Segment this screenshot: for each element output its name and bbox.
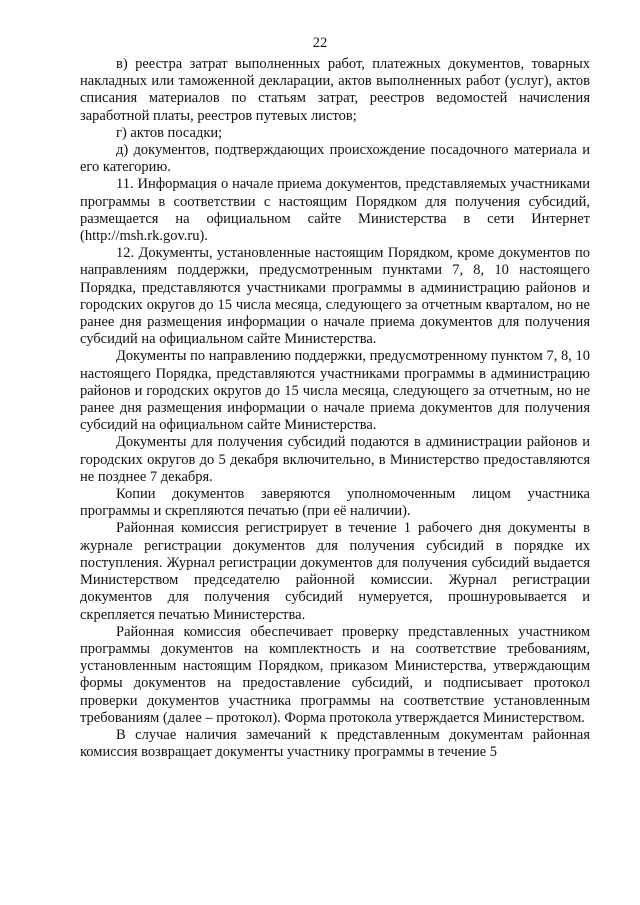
paragraph-item-d: д) документов, подтверждающих происхождение посадочного материала и его категорию. [80,142,590,176]
paragraph-remarks: В случае наличия замечаний к представленным документам районная комиссия возвращает документы участнику программы в течение 5 [80,726,590,761]
paragraph-verification: Районная комиссия обеспечивает проверку представленных участником программы документов на комплектность и на соответствие требованиям, установленным настоящим Порядком, приказом Министерства, утверждающим формы документов на предоставление субсидий, и подписывает протокол проверки документов участника программы на соответствие установленным требованиям (далее – протокол). Форма протокола утверждается Министерством. [80,623,590,726]
paragraph-clause-12: 12. Документы, установленные настоящим Порядком, кроме документов по направлениям поддержки, предусмотренным пунктами 7, 8, 10 настоящего Порядка, представляются участниками программы в администрацию районов и городских округов до 15 числа месяца, следующего за отчетным кварталом, но не ранее дня размещения информации о начале приема документов для получения субсидий на официальном сайте Министерства. [80,245,590,348]
paragraph-item-v: в) реестра затрат выполненных работ, платежных документов, товарных накладных или таможенной декларации, актов выполненных работ (услуг), актов списания материалов по статьям затрат, реестров ведомостей начисления заработной платы, реестров путевых листов; [80,56,590,124]
paragraph-item-g: г) актов посадки; [116,124,223,141]
paragraph-registration: Районная комиссия регистрирует в течение 1 рабочего дня документы в журнале регистрации документов для получения субсидий в порядке их поступления. Журнал регистрации документов для получения субсидий выдается Министерством председателю районной комиссии. Журнал регистрации документов для получения субсидий нумеруется, прошнуровывается и скрепляется печатью Министерства. [80,520,590,623]
paragraph-deadline: Документы для получения субсидий подаются в администрации районов и городских округов до 5 декабря включительно, в Министерство предоставляются не позднее 7 декабря. [80,434,590,485]
paragraph-clause-11: 11. Информация о начале приема документов, представляемых участниками программы в соответствии с настоящим Порядком для получения субсидий, размещается на официальном сайте Министерства в сети Интернет (http://msh.rk.gov.ru). [80,176,590,245]
paragraph-copies: Копии документов заверяются уполномоченным лицом участника программы и скрепляются печатью (при её наличии). [80,486,590,520]
page-number: 22 [312,35,328,51]
paragraph-support-documents: Документы по направлению поддержки, предусмотренному пунктом 7, 8, 10 настоящего Порядка, представляются участниками программы в администрацию районов и городских округов до 15 числа месяца, следующего за отчетным, но не ранее дня размещения информации о начале приема документов для получения субсидий на официальном сайте Министерства. [80,348,590,434]
document-body [80,56,590,761]
